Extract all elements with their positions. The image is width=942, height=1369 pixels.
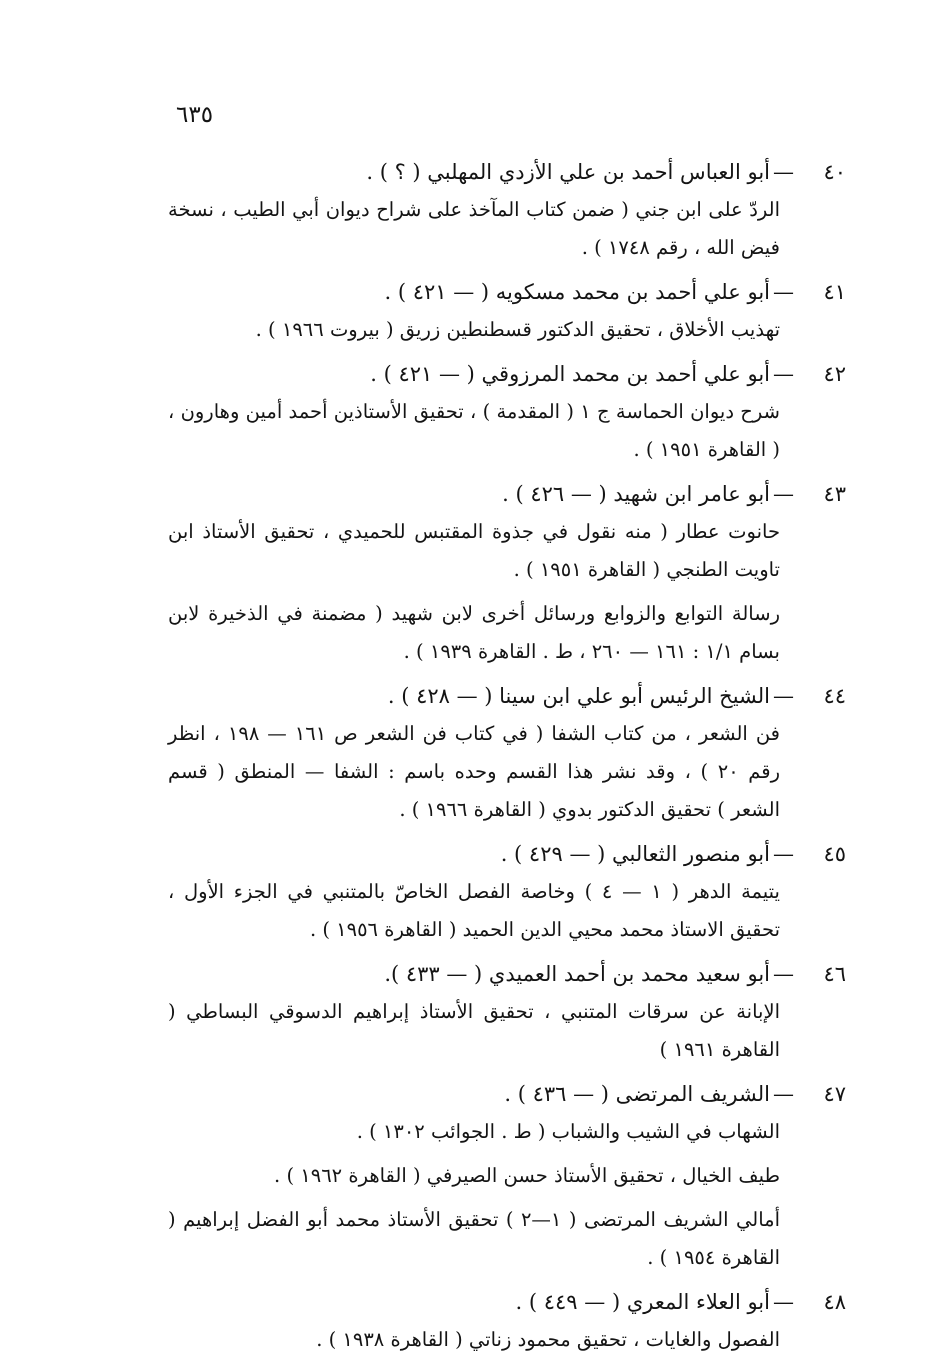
author-name: أبو علي أحمد بن محمد مسكويه ( — ٤٢١ ) . bbox=[384, 280, 770, 304]
entry-number: ٤٠ bbox=[823, 160, 846, 184]
entry-dash: — bbox=[773, 1082, 794, 1106]
works-list bbox=[168, 715, 846, 829]
work-citation: شرح ديوان الحماسة ج ١ ( المقدمة ) ، تحقيق الأستاذين أحمد أمين وهارون ، ( القاهرة ١٩٥١ ) . bbox=[168, 400, 780, 461]
entry-heading bbox=[168, 677, 846, 715]
works-list bbox=[168, 191, 846, 267]
works-list bbox=[168, 393, 846, 469]
work-citation: يتيمة الدهر ( ١ — ٤ ) وخاصة الفصل الخاصّ بالمتنبي في الجزء الأول ، تحقيق الاستاذ محمد محيي الدين الحميد ( القاهرة ١٩٥٦ ) . bbox=[168, 880, 780, 941]
author-name: أبو العلاء المعري ( — ٤٤٩ ) . bbox=[515, 1290, 770, 1314]
entry-heading bbox=[168, 153, 846, 191]
entry-heading bbox=[168, 835, 846, 873]
work-citation: الشهاب في الشيب والشباب ( ط . الجوائب ١٣٠٢ ) . bbox=[356, 1120, 780, 1143]
bibliography-entry bbox=[168, 1075, 846, 1277]
entry-dash: — bbox=[773, 280, 794, 304]
author-name: الشيخ الرئيس أبو علي ابن سينا ( — ٤٢٨ ) . bbox=[387, 684, 770, 708]
works-list bbox=[168, 311, 846, 349]
bibliography-entry bbox=[168, 835, 846, 949]
work-citation: حانوت عطار ( منه نقول في جذوة المقتبس للحميدي ، تحقيق الأستاذ ابن تاويت الطنجي ( القاهرة ١٩٥١ ) . bbox=[168, 520, 780, 581]
entry-number: ٤٤ bbox=[823, 684, 846, 708]
work-citation: الفصول والغايات ، تحقيق محمود زناتي ( القاهرة ١٩٣٨ ) . bbox=[316, 1328, 780, 1351]
bibliography-list bbox=[168, 153, 846, 1365]
author-name: أبو منصور الثعالبي ( — ٤٢٩ ) . bbox=[500, 842, 770, 866]
works-list bbox=[168, 993, 846, 1069]
entry-dash: — bbox=[773, 1290, 794, 1314]
entry-number: ٤٨ bbox=[823, 1290, 846, 1314]
works-list bbox=[168, 1113, 846, 1277]
entry-heading bbox=[168, 355, 846, 393]
entry-number: ٤٧ bbox=[823, 1082, 846, 1106]
author-name: الشريف المرتضى ( — ٤٣٦ ) . bbox=[504, 1082, 770, 1106]
author-name: أبو عامر ابن شهيد ( — ٤٢٦ ) . bbox=[502, 482, 770, 506]
bibliography-entry bbox=[168, 475, 846, 671]
entry-heading bbox=[168, 475, 846, 513]
entry-dash: — bbox=[773, 962, 794, 986]
work-citation: طيف الخيال ، تحقيق الأستاذ حسن الصيرفي ( القاهرة ١٩٦٢ ) . bbox=[274, 1164, 780, 1187]
works-list bbox=[168, 873, 846, 949]
work-citation: فن الشعر ، من كتاب الشفا ( في كتاب فن الشعر ص ١٦١ — ١٩٨ ، انظر رقم ٢٠ ) ، وقد نشر هذا القسم وحده باسم : الشفا — المنطق ( قسم الشعر ) تحقيق الدكتور بدوي ( القاهرة ١٩٦٦ ) . bbox=[168, 722, 780, 821]
entry-number: ٤٢ bbox=[823, 362, 846, 386]
bibliography-entry bbox=[168, 1283, 846, 1359]
entry-dash: — bbox=[773, 160, 794, 184]
entry-heading bbox=[168, 1075, 846, 1113]
author-name: أبو العباس أحمد بن علي الأزدي المهلبي ( ؟ ) . bbox=[366, 160, 770, 184]
entry-dash: — bbox=[773, 842, 794, 866]
entry-heading bbox=[168, 1283, 846, 1321]
bibliography-entry bbox=[168, 153, 846, 267]
works-list bbox=[168, 513, 846, 671]
entry-number: ٤٦ bbox=[823, 962, 846, 986]
entry-dash: — bbox=[773, 482, 794, 506]
work-citation: تهذيب الأخلاق ، تحقيق الدكتور قسطنطين زريق ( بيروت ١٩٦٦ ) . bbox=[255, 318, 780, 341]
author-name: أبو سعيد محمد بن أحمد العميدي ( — ٤٣٣ ). bbox=[384, 962, 770, 986]
work-citation: أمالي الشريف المرتضى ( ١—٢ ) تحقيق الأستاذ محمد أبو الفضل إبراهيم ( القاهرة ١٩٥٤ ) . bbox=[168, 1208, 781, 1269]
bibliography-entry bbox=[168, 355, 846, 469]
work-citation: الردّ على ابن جني ( ضمن كتاب المآخذ على شراح ديوان أبي الطيب ، نسخة فيض الله ، رقم ١٧٤٨ ) . bbox=[168, 198, 780, 259]
author-name: أبو علي أحمد بن محمد المرزوقي ( — ٤٢١ ) . bbox=[370, 362, 770, 386]
bibliography-entry bbox=[168, 955, 846, 1069]
entry-heading bbox=[168, 273, 846, 311]
entry-number: ٤٣ bbox=[823, 482, 846, 506]
work-citation: الإبانة عن سرقات المتنبي ، تحقيق الأستاذ إبراهيم الدسوقي البساطي ( القاهرة ١٩٦١ ) bbox=[168, 1000, 780, 1061]
bibliography-entry bbox=[168, 273, 846, 349]
entry-number: ٤١ bbox=[823, 280, 846, 304]
works-list bbox=[168, 1321, 846, 1359]
entry-heading bbox=[168, 955, 846, 993]
bibliography-entry bbox=[168, 677, 846, 829]
entry-number: ٤٥ bbox=[823, 842, 846, 866]
page-number: ٦٣٥ bbox=[176, 102, 214, 128]
entry-dash: — bbox=[773, 362, 794, 386]
entry-dash: — bbox=[773, 684, 794, 708]
work-citation: رسالة التوابع والزوابع ورسائل أخرى لابن شهيد ( مضمنة في الذخيرة لابن بسام ١/١ : ١٦١ — ٢٦٠ ، ط . القاهرة ١٩٣٩ ) . bbox=[168, 602, 780, 663]
